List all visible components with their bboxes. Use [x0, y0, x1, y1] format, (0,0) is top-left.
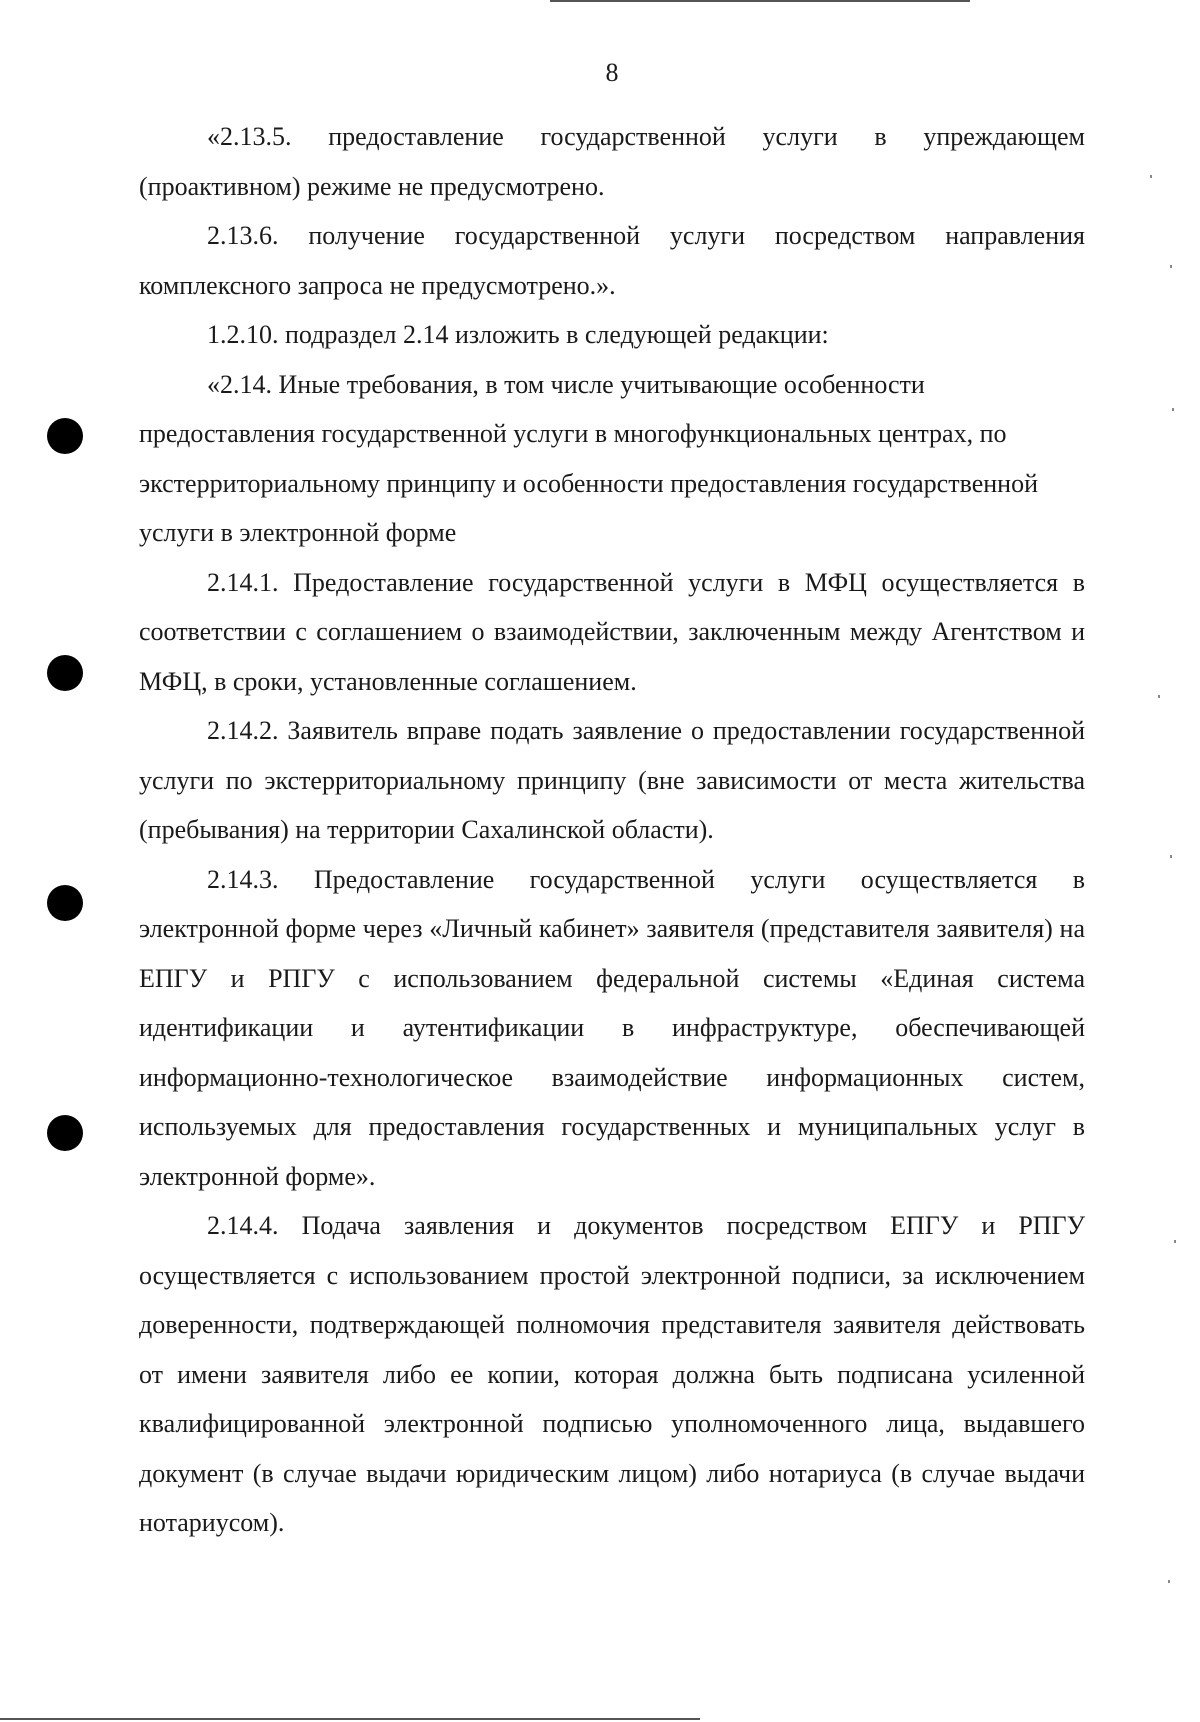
scan-speck — [1150, 175, 1152, 178]
paragraph-2-13-6: 2.13.6. получение государственной услуги посредством направления комплексного запроса не предусмотрено.». — [139, 221, 1085, 300]
paragraph-2-14-4: 2.14.4. Подача заявления и документов посредством ЕПГУ и РПГУ осуществляется с использованием простой электронной подписи, за исключением доверенности, подтверждающей полномочия представителя заявителя действовать от имени заявителя либо ее копии, которая должна быть подписана усиленной квалифицированной электронной подписью уполномоченного лица, выдавшего документ (в случае выдачи юридическим лицом) либо нотариуса (в случае выдачи нотариусом). — [139, 1211, 1085, 1537]
document-body — [139, 112, 1085, 1548]
scan-speck — [1170, 855, 1172, 858]
bottom-scan-line — [0, 1718, 700, 1720]
punch-hole — [47, 418, 83, 454]
punch-hole — [47, 1115, 83, 1151]
paragraph-2-13-5: «2.13.5. предоставление государственной услуги в упреждающем (проактивном) режиме не предусмотрено. — [139, 122, 1085, 201]
scan-speck — [1158, 695, 1160, 698]
scan-speck — [1172, 408, 1174, 411]
scan-speck — [1170, 265, 1172, 268]
paragraph-2-14-3: 2.14.3. Предоставление государственной услуги осуществляется в электронной форме через «Личный кабинет» заявителя (представителя заявителя) на ЕПГУ и РПГУ с использованием федеральной системы «Единая система идентификации и аутентификации в инфраструктуре, обеспечивающей информационно-технологическое взаимодействие информационных систем, используемых для предоставления государственных и муниципальных услуг в электронной форме». — [139, 864, 1085, 1191]
paragraph-2-14-1: 2.14.1. Предоставление государственной услуги в МФЦ осуществляется в соответствии с соглашением о взаимодействии, заключенным между Агентством и МФЦ, в сроки, установленные соглашением. — [139, 567, 1085, 696]
punch-hole — [47, 655, 83, 691]
scan-speck — [1174, 1240, 1176, 1243]
page-number: 8 — [605, 58, 619, 87]
section-heading-2-14: «2.14. Иные требования, в том числе учитывающие особенности предоставления государственной услуги в многофункциональных центрах, по экстерриториальному принципу и особенности предоставления государственной услуги в электронной форме — [139, 369, 1038, 547]
paragraph-2-14-2: 2.14.2. Заявитель вправе подать заявление о предоставлении государственной услуги по экстерриториальному принципу (вне зависимости от места жительства (пребывания) на территории Сахалинской области). — [139, 716, 1085, 844]
scan-speck — [1168, 1580, 1170, 1583]
punch-hole — [47, 885, 83, 921]
paragraph-1-2-10: 1.2.10. подраздел 2.14 изложить в следующей редакции: — [207, 320, 829, 349]
top-scan-line — [550, 0, 970, 2]
